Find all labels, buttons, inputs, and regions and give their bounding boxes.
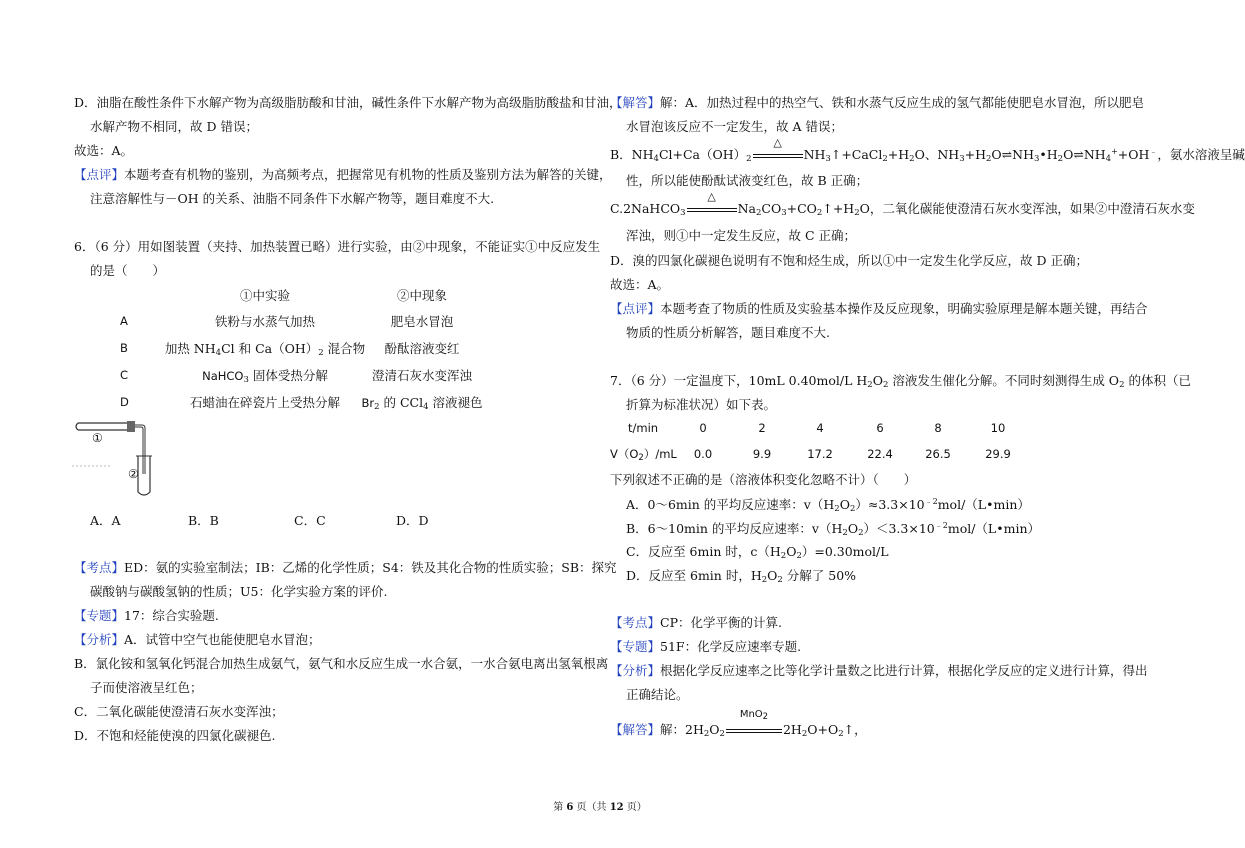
table7-t-4: 4: [816, 421, 824, 435]
fenxi-b: B．氯化铵和氢氧化钙混合加热生成氨气，氨气和水反应生成一水合氨，一水合氨电离出氢氧根离: [74, 656, 609, 671]
table7-v-2: 9.9: [752, 447, 772, 461]
table7-v-4: 17.2: [807, 447, 833, 461]
zhuanti-tag: 【专题】: [74, 608, 125, 623]
table7-t-10: 10: [990, 421, 1006, 435]
table-row-b-option: B: [120, 341, 128, 355]
comment-tag-right: 【点评】: [610, 301, 661, 316]
fenxi-block: 【分析】A．试管中空气也能使肥皂水冒泡；: [74, 632, 321, 647]
answer-line-right: 故选：A。: [610, 277, 670, 292]
heating-arrow-2: △: [687, 203, 737, 213]
question-6-stem: 6．（6 分）用如图装置（夹持、加热装置已略）进行实验，由②中现象，不能证实①中反应发生: [74, 239, 601, 254]
kaodian-block-cont: 碳酸钠与碳酸氢钠的性质；U5：化学实验方案的评价.: [90, 584, 388, 599]
q7-option-b: B．6～10min 的平均反应速率：$v(H_2O_2)<3.3\times 10^{﹣2}mol/(L•\min)$: [626, 521, 1041, 538]
table-row-a-option: A: [120, 314, 128, 328]
table-row-c-observation: 澄清石灰水变浑浊: [371, 368, 473, 383]
q7-option-a: A．0～6min 的平均反应速率：$v(H_2O_2)\approx 3.3\times 10^{﹣2}mol/(L•\min)$: [626, 497, 1030, 514]
comment-block-right-cont: 物质的性质分析解答，题目难度不大.: [626, 325, 830, 340]
comment-block-right: 【点评】本题考查了物质的性质及实验基本操作及反应现象，明确实验原理是解本题关键，再结合: [610, 301, 1148, 316]
comment-tag: 【点评】: [74, 167, 125, 182]
zhuanti-tag-right: 【专题】: [610, 639, 661, 654]
table-row-a-experiment: 铁粉与水蒸气加热: [214, 314, 316, 329]
jieda-tag: 【解答】: [610, 95, 661, 110]
jieda-block: 【解答】解：A．加热过程中的热空气、铁和水蒸气反应生成的氢气都能使肥皂水冒泡，所以肥皂: [610, 95, 1145, 110]
table-row-d-observation: $Br_2$ 的 CCl$_4$ 溶液褪色: [361, 395, 483, 412]
question-7-ask: 下列叙述不正确的是（溶液体积变化忽略不计）（ ）: [610, 472, 917, 487]
kaodian-block: 【考点】ED：氨的实验室制法；IB：乙烯的化学性质；S4：铁及其化合物的性质实验；SB：探究: [74, 560, 617, 575]
kaodian-tag-right: 【考点】: [610, 615, 661, 630]
fenxi-block-right: 【分析】根据化学反应速率之比等化学计量数之比进行计算，根据化学反应的定义进行计算，得出: [610, 663, 1148, 678]
heating-arrow: △: [753, 149, 803, 159]
fenxi-b-cont: 子而使溶液呈红色；: [90, 680, 203, 695]
table-row-d-option: D: [120, 395, 129, 409]
table7-t-2: 2: [758, 421, 766, 435]
jieda-c-equation: C.2NaHCO$_3$ △ $Na_2CO_3+CO_2↑+H_2O$，二氧化碳能使澄清石灰水变浑浊，如果②中澄清石灰水变: [610, 190, 1195, 218]
table-header-observation: ②中现象: [396, 288, 448, 303]
q7-option-c: C．反应至 6min 时，$c(H_2O_2)=0.30mol/L$: [626, 544, 889, 561]
table7-t-0: 0: [699, 421, 707, 435]
jieda-b-equation: B．$NH_4Cl+Ca(OH)_2$ △ $NH_3↑+CaCl_2+H_2O$、$NH_3+H_2O\rightleftharpoons NH_3•H_2O\rightleftharpoons NH_4^++OH^﹣$，氨水溶液呈碱: [610, 136, 1245, 164]
option-d-explanation: D．油脂在酸性条件下水解产物为高级脂肪酸和甘油，碱性条件下水解产物为高级脂肪酸盐和甘油，: [74, 95, 622, 110]
apparatus-label-1: ①: [92, 431, 103, 445]
kaodian-tag: 【考点】: [74, 560, 125, 575]
table-header-experiment: ①中实验: [239, 288, 291, 303]
zhuanti-block-right: 【专题】51F：化学反应速率专题.: [610, 639, 802, 654]
jieda-a-cont: 水冒泡该反应不一定发生，故 A 错误；: [626, 119, 843, 134]
jieda-b-cont: 性，所以能使酚酞试液变红色，故 B 正确；: [626, 173, 869, 188]
option-d-explanation-cont: 水解产物不相同，故 D 错误；: [90, 119, 258, 134]
table7-v-8: 26.5: [925, 447, 951, 461]
question-7-stem: 7．（6 分）一定温度下，10mL 0.40mol/L $H_2O_2$ 溶液发生催化分解。不同时刻测得生成 $O_2$ 的体积（已: [610, 373, 1191, 390]
kaodian-block-right: 【考点】CP：化学平衡的计算.: [610, 615, 782, 630]
catalyst-arrow: MnO$_2$: [726, 724, 782, 734]
comment-block-cont: 注意溶解性与－OH 的关系、油脂不同条件下水解产物等，题目难度不大.: [90, 191, 495, 206]
table-row-c-experiment: NaHCO$_3$ 固体受热分解: [202, 368, 328, 385]
table-row-b-experiment: 加热 $NH_4Cl$ 和 $Ca(OH)_2$ 混合物: [164, 341, 366, 358]
answer-line: 故选：A。: [74, 143, 134, 158]
choice-d: D．D: [396, 513, 429, 528]
table7-v-10: 29.9: [985, 447, 1011, 461]
table-row-c-option: C: [120, 368, 129, 382]
jieda-d: D．溴的四氯化碳褪色说明有不饱和烃生成，所以①中一定发生化学反应，故 D 正确；: [610, 253, 1088, 268]
fenxi-d: D．不饱和烃能使溴的四氯化碳褪色.: [74, 728, 276, 743]
jieda2-tag: 【解答】: [610, 722, 661, 737]
choice-c: C．C: [294, 513, 326, 528]
question-7-stem-cont: 折算为标准状况）如下表。: [626, 397, 777, 412]
question-6-stem-cont: 的是（ ）: [90, 263, 166, 278]
fenxi-tag: 【分析】: [74, 632, 125, 647]
zhuanti-block: 【专题】17：综合实验题.: [74, 608, 219, 623]
page-footer: 第 6 页（共 12 页）: [553, 802, 647, 813]
table7-row1-label: t/min: [628, 421, 659, 435]
table7-t-6: 6: [876, 421, 884, 435]
page-total: 12: [609, 802, 624, 813]
jieda-c-cont: 浑浊，则①中一定发生反应，故 C 正确；: [626, 228, 857, 243]
q7-option-d: D．反应至 6min 时，$H_2O_2$ 分解了 50%: [626, 568, 857, 585]
table7-row2-label: $V(O_2)/mL$: [610, 447, 677, 463]
apparatus-label-2: ②: [128, 467, 139, 481]
jieda2-block: 【解答】解：$2H_2O_2$ MnO$_2$ $2H_2O+O_2↑$，: [610, 709, 867, 739]
fenxi-c: C．二氧化碳能使澄清石灰水变浑浊；: [74, 704, 284, 719]
table-row-d-experiment: 石蜡油在碎瓷片上受热分解: [189, 395, 341, 410]
choice-a: A．A: [90, 513, 121, 528]
page-number: 6: [566, 802, 574, 813]
apparatus-diagram: [72, 418, 162, 500]
table-row-b-observation: 酚酞溶液变红: [384, 341, 460, 356]
fenxi-block-right-cont: 正确结论。: [626, 687, 689, 702]
table-row-a-observation: 肥皂水冒泡: [390, 314, 454, 329]
comment-block: 【点评】本题考查有机物的鉴别，为高频考点，把握常见有机物的性质及鉴别方法为解答的关键，: [74, 167, 612, 182]
table7-v-6: 22.4: [867, 447, 893, 461]
table7-t-8: 8: [934, 421, 942, 435]
fenxi-tag-right: 【分析】: [610, 663, 661, 678]
table7-v-0: 0.0: [693, 447, 713, 461]
choice-b: B．B: [188, 513, 219, 528]
